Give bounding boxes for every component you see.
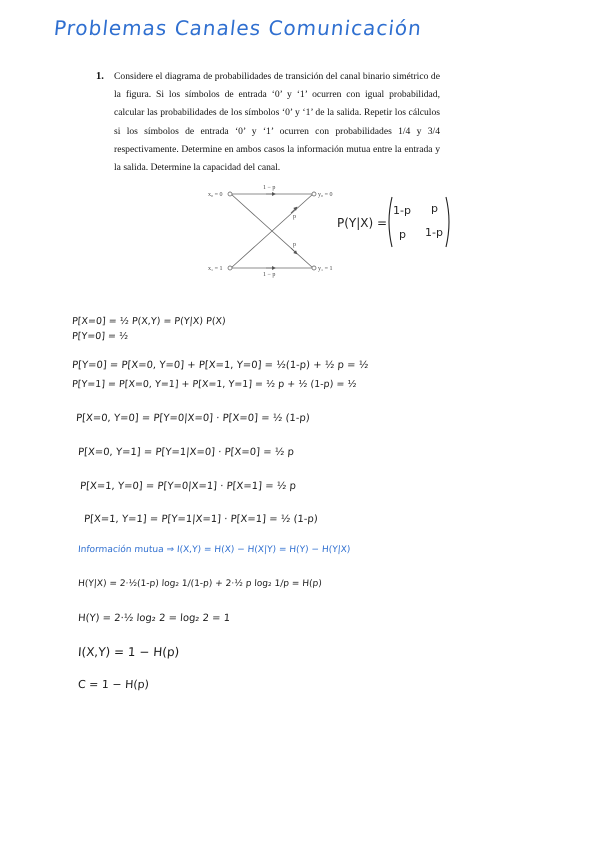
label-top: 1 − p — [263, 185, 276, 191]
label-x0: x₀ = 0 — [208, 192, 223, 198]
note-line: C = 1 − H(p) — [77, 678, 150, 691]
note-line: H(Y) = 2·½ log₂ 2 = log₂ 2 = 1 — [77, 613, 231, 624]
page-title: Problemas Canales Comunicación — [52, 16, 424, 40]
label-cross-top: p — [293, 214, 296, 220]
note-line: P[X=1, Y=0] = P[Y=0|X=1] · P[X=1] = ½ p — [79, 481, 297, 492]
label-bottom: 1 − p — [263, 272, 276, 278]
matrix-cell: p — [431, 202, 438, 215]
node-y1 — [312, 266, 316, 270]
channel-diagram — [196, 180, 346, 280]
node-x1 — [228, 266, 232, 270]
left-paren — [385, 196, 393, 248]
node-x0 — [228, 192, 232, 196]
node-y0 — [312, 192, 316, 196]
note-line: P[Y=0] = ½ — [71, 331, 129, 342]
note-line: I(X,Y) = 1 − H(p) — [77, 645, 180, 659]
problem-statement — [96, 68, 440, 177]
transition-matrix — [337, 196, 457, 252]
problem-text: Considere el diagrama de probabilidades de transición del canal binario simétrico de la figura. Si los símbolos de entrada ‘0’ y ‘1’ ocurren con igual probabilidad, calcular las probabilidades de los símbolos ‘0’ y ‘1’ de la salida. Repetir los cálculos si los símbolos de entrada ‘0’ y ‘1’ ocurren con probabilidades 1/4 y 3/4 respectivamente. Determine en ambos casos la información mutua entre la entrada y la salida. Determine la capacidad del canal. — [114, 71, 440, 174]
matrix-cell: p — [399, 228, 406, 241]
note-line: P[X=1, Y=1] = P[Y=1|X=1] · P[X=1] = ½ (1-p) — [83, 514, 319, 525]
matrix-lhs: P(Y|X) = — [337, 216, 388, 230]
label-x1: x₁ = 1 — [208, 266, 223, 272]
label-y1: y₁ = 1 — [318, 266, 333, 272]
note-line: P[Y=1] = P[X=0, Y=1] + P[X=1, Y=1] = ½ p + ½ (1-p) = ½ — [71, 379, 357, 390]
label-y0: y₀ = 0 — [318, 192, 333, 198]
label-cross-bottom: p — [293, 242, 296, 248]
note-line: H(Y|X) = 2·½(1-p) log₂ 1/(1-p) + 2·½ p log₂ 1/p = H(p) — [77, 579, 323, 589]
note-line: P[X=0, Y=0] = P[Y=0|X=0] · P[X=0] = ½ (1-p) — [75, 413, 311, 424]
problem-number: 1. — [96, 71, 104, 82]
note-line: P[X=0] = ½ P(X,Y) = P(Y|X) P(X) — [71, 316, 227, 327]
note-line: P[X=0, Y=1] = P[Y=1|X=0] · P[X=0] = ½ p — [77, 447, 295, 458]
matrix-cell: 1-p — [425, 226, 443, 239]
matrix-cell: 1-p — [393, 204, 411, 217]
note-line-heading: Información mutua ⇒ I(X,Y) = H(X) − H(X|Y) = H(Y) − H(Y|X) — [77, 545, 351, 555]
note-line: P[Y=0] = P[X=0, Y=0] + P[X=1, Y=0] = ½(1-p) + ½ p = ½ — [71, 360, 369, 371]
right-paren — [445, 196, 453, 248]
